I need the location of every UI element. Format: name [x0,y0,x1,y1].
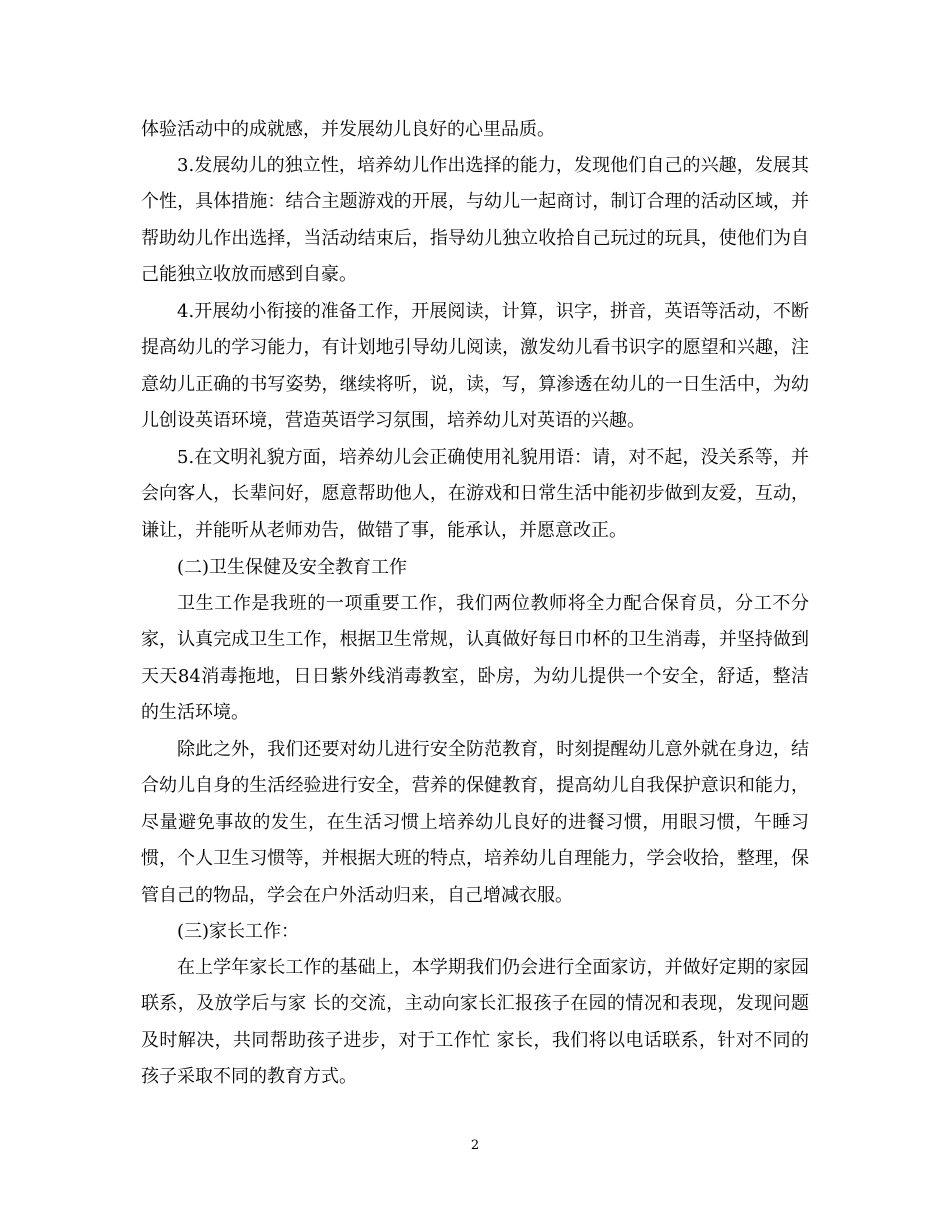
paragraph-item-5: 5.在文明礼貌方面，培养幼儿会正确使用礼貌用语：请，对不起，没关系等，并会向客人，长辈问好，愿意帮助他人，在游戏和日常生活中能初步做到友爱，互动，谦让，并能听从老师劝告，做错了事，能承认，并愿意改正。 [141,447,809,541]
page-number: 2 [470,1138,480,1153]
paragraph-item-3: 3.发展幼儿的独立性，培养幼儿作出选择的能力，发现他们自己的兴趣，发展其个性，具体措施：结合主题游戏的开展，与幼儿一起商讨，制订合理的活动区域，并帮助幼儿作出选择，当活动结束后，指导幼儿独立收拾自己玩过的玩具，使他们为自己能独立收放而感到自豪。 [141,155,809,286]
paragraph-safety: 除此之外，我们还要对幼儿进行安全防范教育，时刻提醒幼儿意外就在身边，结合幼儿自身的生活经验进行安全，营养的保健教育，提高幼儿自我保护意识和能力，尽量避免事故的发生，在生活习惯上培养幼儿良好的进餐习惯，用眼习惯，午睡习惯，个人卫生习惯等，并根据大班的特点，培养幼儿自理能力，学会收拾，整理，保管自己的物品，学会在户外活动归来，自己增减衣服。 [141,739,809,906]
paragraph-item-4: 4.开展幼小衔接的准备工作，开展阅读，计算，识字，拼音，英语等活动，不断提高幼儿的学习能力，有计划地引导幼儿阅读，激发幼儿看书识字的愿望和兴趣，注意幼儿正确的书写姿势，继续将听，说，读，写，算渗透在幼儿的一日生活中，为幼儿创设英语环境，营造英语学习氛围，培养幼儿对英语的兴趣。 [141,301,809,432]
section-heading-parents: (三)家长工作： [177,921,300,942]
paragraph-hygiene: 卫生工作是我班的一项重要工作，我们两位教师将全力配合保育员，分工不分家，认真完成卫生工作，根据卫生常规，认真做好每日巾杯的卫生消毒，并坚持做到天天84消毒拖地，日日紫外线消毒教室，卧房，为幼儿提供一个安全，舒适，整洁的生活环境。 [141,593,809,724]
paragraph-parents: 在上学年家长工作的基础上，本学期我们仍会进行全面家访，并做好定期的家园联系，及放学后与家 长的交流，主动向家长汇报孩子在园的情况和表现，发现问题及时解决，共同帮助孩子进步，对于工作忙 家长，我们将以电话联系，针对不同的孩子采取不同的教育方式。 [141,957,809,1088]
paragraph-continuation: 体验活动中的成就感，并发展幼儿良好的心里品质。 [141,119,555,140]
section-heading-hygiene: (二)卫生保健及安全教育工作 [177,557,408,578]
